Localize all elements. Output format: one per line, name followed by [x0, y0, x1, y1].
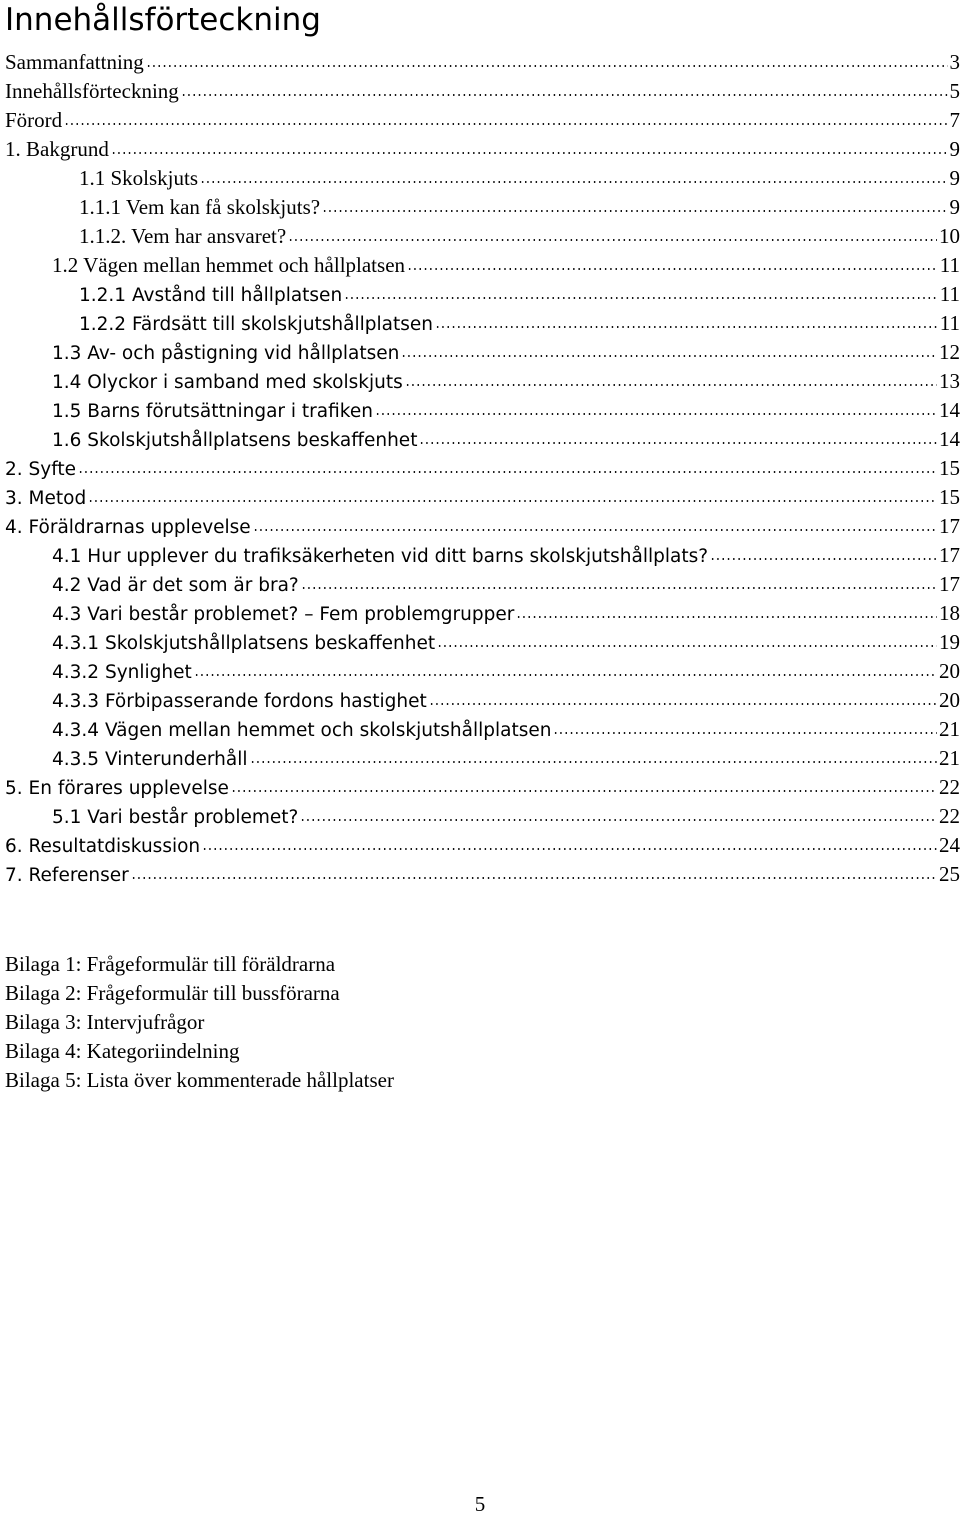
toc-entry-page: 11 — [939, 311, 960, 335]
appendix-item: Bilaga 1: Frågeformulär till föräldrarna — [5, 952, 336, 976]
toc-entry-label: 5. En förares upplevelse — [5, 778, 229, 799]
toc-entry-page: 21 — [939, 717, 960, 741]
toc-entry-label: 1.2 Vägen mellan hemmet och hållplatsen — [52, 253, 406, 277]
dot-leader — [181, 94, 948, 96]
dot-leader — [78, 471, 937, 473]
toc-entry[interactable] — [5, 338, 960, 367]
dot-leader — [710, 558, 937, 560]
toc-entry[interactable] — [5, 512, 960, 541]
toc-entry[interactable] — [5, 657, 960, 686]
toc-entry[interactable] — [5, 628, 960, 657]
toc-entry-page: 9 — [949, 166, 960, 190]
toc-entry[interactable] — [5, 802, 960, 831]
dot-leader — [435, 326, 938, 328]
toc-entry[interactable] — [5, 280, 960, 309]
toc-entry[interactable] — [5, 251, 960, 280]
toc-entry-label: 6. Resultatdiskussion — [5, 836, 201, 857]
toc-entry[interactable] — [5, 193, 960, 222]
toc-entry[interactable] — [5, 48, 960, 77]
toc-entry-label: 1.1 Skolskjuts — [79, 166, 199, 190]
toc-entry[interactable] — [5, 309, 960, 338]
dot-leader — [401, 355, 937, 357]
toc-entry-label: 4.3.3 Förbipasserande fordons hastighet — [52, 691, 427, 712]
toc-entry-page: 25 — [939, 862, 960, 886]
toc-entry-page: 22 — [939, 775, 960, 799]
toc-entry-label: Innehållsförteckning — [5, 79, 179, 103]
toc-entry-page: 14 — [939, 398, 960, 422]
appendix-item: Bilaga 2: Frågeformulär till bussförarna — [5, 981, 340, 1005]
toc-entry-page: 13 — [939, 369, 960, 393]
toc-entry-label: 7. Referenser — [5, 865, 129, 886]
toc-entry-label: 4.3.1 Skolskjutshållplatsens beskaffenhet — [52, 633, 436, 654]
appendix-item: Bilaga 5: Lista över kommenterade hållplatser — [5, 1068, 394, 1092]
dot-leader — [131, 877, 937, 879]
dot-leader — [250, 761, 937, 763]
toc-entry-page: 11 — [939, 253, 960, 277]
toc-entry[interactable] — [5, 541, 960, 570]
toc-entry[interactable] — [5, 135, 960, 164]
toc-entry[interactable] — [5, 396, 960, 425]
dot-leader — [288, 239, 937, 241]
toc-entry[interactable] — [5, 744, 960, 773]
toc-entry-label: 1.1.2. Vem har ansvaret? — [79, 224, 287, 248]
dot-leader — [407, 268, 938, 270]
dot-leader — [194, 674, 937, 676]
toc-entry-page: 20 — [939, 688, 960, 712]
toc-entry[interactable] — [5, 686, 960, 715]
dot-leader — [253, 529, 937, 531]
toc-entry-label: 1.2.1 Avstånd till hållplatsen — [79, 285, 343, 306]
toc-entry-page: 3 — [949, 50, 960, 74]
dot-leader — [300, 819, 937, 821]
toc-entry-page: 19 — [939, 630, 960, 654]
toc-entry-page: 20 — [939, 659, 960, 683]
toc-entry-page: 10 — [939, 224, 960, 248]
toc-entry-page: 12 — [939, 340, 960, 364]
appendix-list — [5, 950, 394, 1095]
toc-entry[interactable] — [5, 599, 960, 628]
toc-entry[interactable] — [5, 77, 960, 106]
table-of-contents — [5, 48, 960, 889]
dot-leader — [231, 790, 937, 792]
dot-leader — [405, 384, 937, 386]
toc-entry-page: 15 — [939, 485, 960, 509]
dot-leader — [419, 442, 937, 444]
toc-entry-page: 18 — [939, 601, 960, 625]
dot-leader — [375, 413, 937, 415]
toc-entry[interactable] — [5, 425, 960, 454]
toc-entry-page: 22 — [939, 804, 960, 828]
toc-entry-page: 17 — [939, 572, 960, 596]
dot-leader — [553, 732, 937, 734]
appendix-item: Bilaga 3: Intervjufrågor — [5, 1010, 205, 1034]
toc-entry-label: 4.2 Vad är det som är bra? — [52, 575, 299, 596]
toc-entry[interactable] — [5, 222, 960, 251]
toc-entry-label: 3. Metod — [5, 488, 87, 509]
toc-entry-page: 21 — [939, 746, 960, 770]
appendix-item: Bilaga 4: Kategoriindelning — [5, 1039, 240, 1063]
toc-entry-page: 9 — [949, 195, 960, 219]
toc-entry[interactable] — [5, 570, 960, 599]
toc-entry-label: 4.3.2 Synlighet — [52, 662, 192, 683]
toc-entry[interactable] — [5, 106, 960, 135]
dot-leader — [322, 210, 947, 212]
dot-leader — [344, 297, 938, 299]
toc-entry[interactable] — [5, 367, 960, 396]
toc-entry[interactable] — [5, 773, 960, 802]
dot-leader — [146, 65, 948, 67]
toc-entry-label: 1. Bakgrund — [5, 137, 109, 161]
toc-entry-label: 4.3 Vari består problemet? – Fem problemgrupper — [52, 604, 515, 625]
toc-entry-label: 4.1 Hur upplever du trafiksäkerheten vid ditt barns skolskjutshållplats? — [52, 546, 709, 567]
toc-entry-label: 4.3.5 Vinterunderhåll — [52, 749, 248, 770]
toc-entry-page: 17 — [939, 514, 960, 538]
dot-leader — [516, 616, 937, 618]
toc-entry[interactable] — [5, 483, 960, 512]
toc-entry-label: 1.3 Av- och påstigning vid hållplatsen — [52, 343, 400, 364]
dot-leader — [88, 500, 937, 502]
toc-entry-page: 5 — [949, 79, 960, 103]
dot-leader — [429, 703, 937, 705]
toc-entry-page: 11 — [939, 282, 960, 306]
toc-entry-label: 5.1 Vari består problemet? — [52, 807, 299, 828]
dot-leader — [202, 848, 937, 850]
toc-entry-page: 15 — [939, 456, 960, 480]
dot-leader — [437, 645, 937, 647]
dot-leader — [111, 152, 948, 154]
toc-entry[interactable] — [5, 831, 960, 860]
toc-entry-page: 14 — [939, 427, 960, 451]
toc-entry[interactable] — [5, 164, 960, 193]
page-title: Innehållsförteckning — [5, 2, 321, 38]
toc-entry[interactable] — [5, 860, 960, 889]
toc-entry-label: 4. Föräldrarnas upplevelse — [5, 517, 251, 538]
toc-entry[interactable] — [5, 454, 960, 483]
toc-entry-label: 1.5 Barns förutsättningar i trafiken — [52, 401, 373, 422]
toc-entry-page: 7 — [949, 108, 960, 132]
toc-entry-label: 4.3.4 Vägen mellan hemmet och skolskjutshållplatsen — [52, 720, 552, 741]
toc-entry-label: 2. Syfte — [5, 459, 77, 480]
toc-entry-page: 17 — [939, 543, 960, 567]
toc-entry-label: 1.4 Olyckor i samband med skolskjuts — [52, 372, 403, 393]
toc-entry-page: 9 — [949, 137, 960, 161]
dot-leader — [64, 123, 947, 125]
dot-leader — [200, 181, 947, 183]
toc-entry-label: 1.2.2 Färdsätt till skolskjutshållplatsen — [79, 314, 433, 335]
toc-entry-label: Sammanfattning — [5, 50, 144, 74]
toc-entry-label: 1.6 Skolskjutshållplatsens beskaffenhet — [52, 430, 418, 451]
dot-leader — [301, 587, 937, 589]
toc-entry-label: 1.1.1 Vem kan få skolskjuts? — [79, 195, 321, 219]
toc-entry[interactable] — [5, 715, 960, 744]
page-number: 5 — [474, 1492, 486, 1516]
toc-entry-label: Förord — [5, 108, 63, 132]
toc-entry-page: 24 — [939, 833, 960, 857]
